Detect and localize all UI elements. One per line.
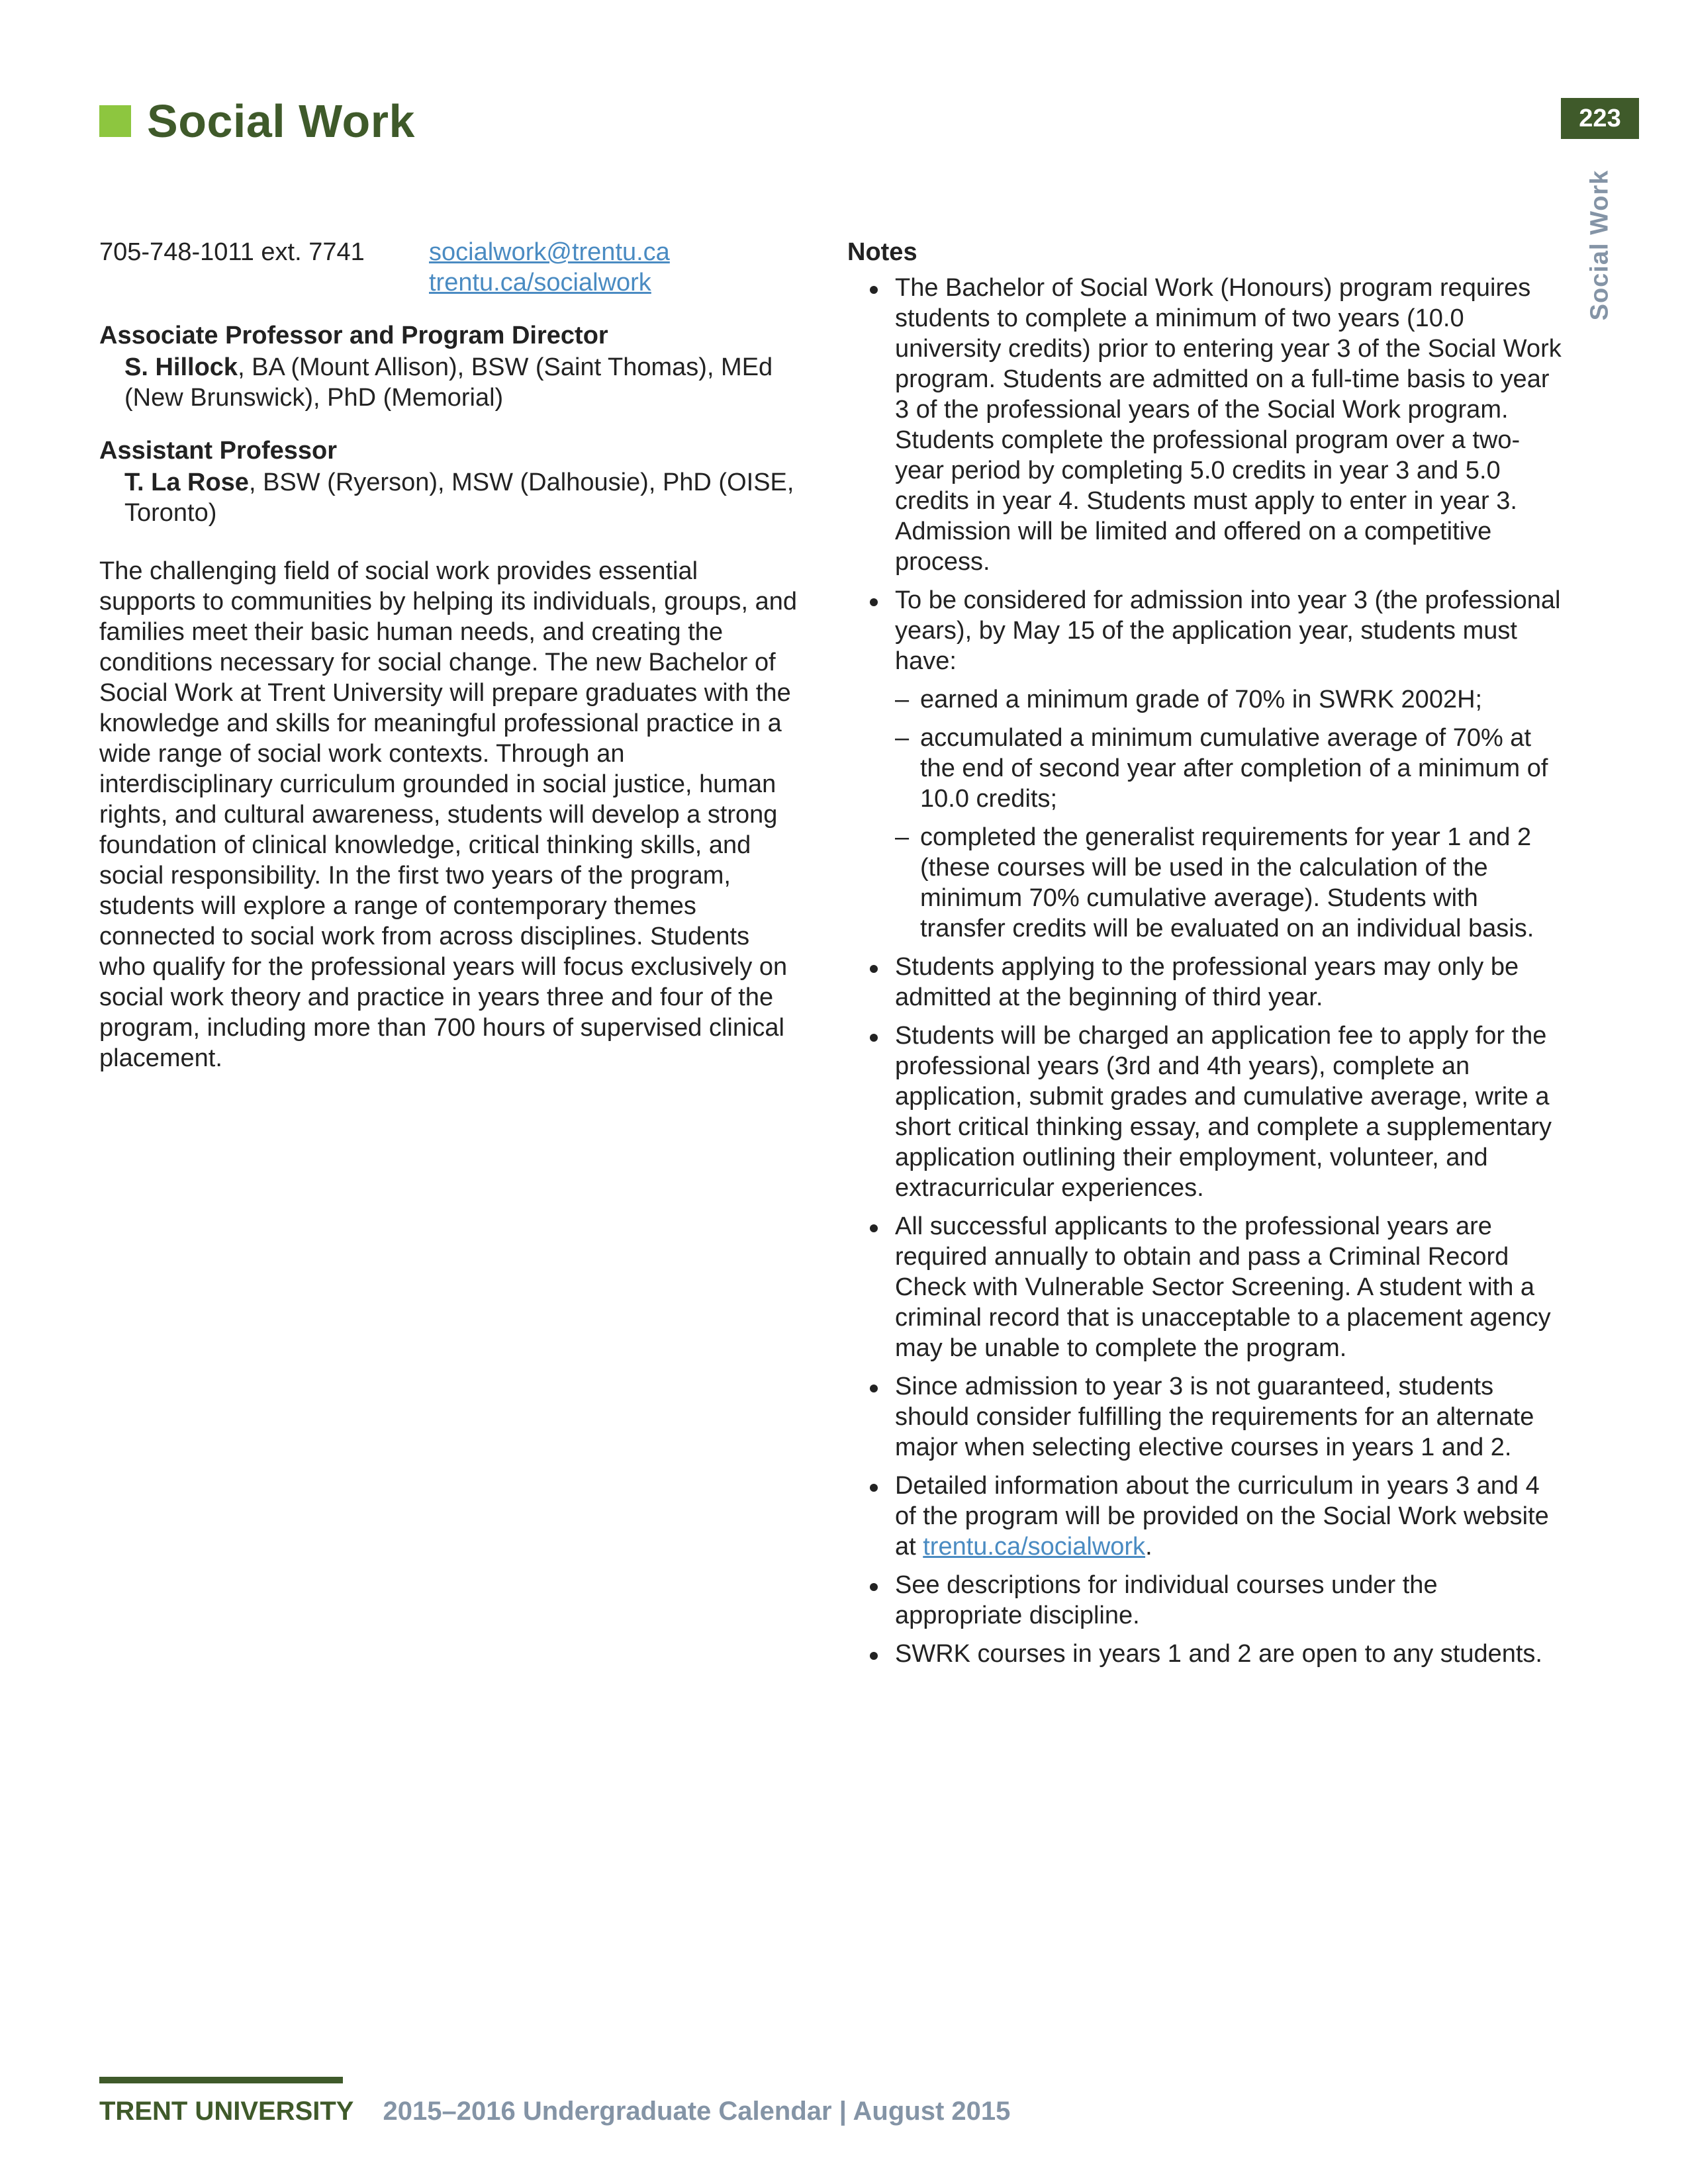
sub-note-item: – accumulated a minimum cumulative average of 70% at the end of second year after completion of a minimum of 10.0 credits; (895, 723, 1562, 814)
note-item-text: To be considered for admission into year 3 (the professional years), by May 15 of the application year, students must have: (895, 586, 1561, 675)
sub-note-item: – earned a minimum grade of 70% in SWRK 2002H; (895, 684, 1562, 715)
right-column (847, 237, 1562, 1677)
side-section-tab (1577, 165, 1623, 324)
note-item: SWRK courses in years 1 and 2 are open to any students. (847, 1639, 1562, 1669)
page-header (99, 91, 415, 151)
notes-heading: Notes (847, 238, 917, 266)
note-item-website (847, 1471, 1562, 1562)
side-tab-label: Social Work (1585, 169, 1614, 320)
note-item-text: Detailed information about the curriculum in years 3 and 4 of the program will be provided on the Social Work website at (895, 1472, 1549, 1561)
contact-block (99, 237, 801, 298)
footer-calendar: 2015–2016 Undergraduate Calendar | August 2015 (383, 2097, 1011, 2126)
contact-links (429, 237, 670, 298)
page-number-badge: 223 (1561, 98, 1639, 139)
page-footer (99, 2097, 1010, 2126)
page-title: Social Work (147, 95, 415, 147)
note-item: Students will be charged an application fee to apply for the professional years (3rd and 4th years), complete an application, submit grades and cumulative average, write a short critical thinking essay, and complete a supplementary application outlining their employment, volunteer, and extracurricular experiences. (847, 1021, 1562, 1203)
note-item: All successful applicants to the professional years are required annually to obtain and pass a Criminal Record Check with Vulnerable Sector Screening. A student with a criminal record that is unacceptable to a placement agency may be unable to complete the program. (847, 1211, 1562, 1363)
assistant-heading: Assistant Professor (99, 437, 338, 465)
footer-rule (99, 2077, 343, 2083)
notes-website-link[interactable]: trentu.ca/socialwork (923, 1533, 1146, 1561)
note-item-suffix: . (1145, 1533, 1152, 1561)
assistant-entry (124, 467, 801, 528)
email-link[interactable]: socialwork@trentu.ca (429, 238, 670, 266)
left-column (99, 237, 801, 1099)
assistant-credentials: , BSW (Ryerson), MSW (Dalhousie), PhD (OISE, Toronto) (124, 469, 794, 527)
director-credentials: , BA (Mount Allison), BSW (Saint Thomas), MEd (New Brunswick), PhD (Memorial) (124, 353, 773, 412)
footer-university: TRENT UNIVERSITY (99, 2097, 354, 2126)
sub-note-item: – completed the generalist requirements for year 1 and 2 (these courses will be used in the calculation of the minimum 70% cumulative average). Students with transfer credits will be evaluated on an individual basis. (895, 822, 1562, 944)
note-item: See descriptions for individual courses under the appropriate discipline. (847, 1570, 1562, 1631)
director-name: S. Hillock (124, 353, 238, 381)
note-item-admission (847, 585, 1562, 944)
website-link[interactable]: trentu.ca/socialwork (429, 269, 651, 296)
note-item: Students applying to the professional years may only be admitted at the beginning of third year. (847, 952, 1562, 1013)
section-square-icon (99, 105, 131, 137)
assistant-name: T. La Rose (124, 469, 249, 496)
notes-list (847, 273, 1562, 1669)
program-intro: The challenging field of social work provides essential supports to communities by helping its individuals, groups, and families meet their basic human needs, and creating the conditions necessary for social change. The new Bachelor of Social Work at Trent University will prepare graduates with the knowledge and skills for meaningful professional practice in a wide range of social work contexts. Through an interdisciplinary curriculum grounded in social justice, human rights, and cultural awareness, students will develop a strong foundation of clinical knowledge, critical thinking skills, and social responsibility. In the first two years of the program, students will explore a range of contemporary themes connected to social work from across disciplines. Students who qualify for the professional years will focus exclusively on social work theory and practice in years three and four of the program, including more than 700 hours of supervised clinical placement. (99, 557, 798, 1072)
note-item: The Bachelor of Social Work (Honours) program requires students to complete a minimum of two years (10.0 university credits) prior to entering year 3 of the Social Work program. Students are admitted on a full-time basis to year 3 of the professional years of the Social Work program. Students complete the professional program over a two-year period by completing 5.0 credits in year 3 and 5.0 credits in year 4. Students must apply to enter in year 3. Admission will be limited and offered on a competitive process. (847, 273, 1562, 577)
admission-requirements-list (895, 684, 1562, 944)
director-entry (124, 352, 801, 413)
note-item: Since admission to year 3 is not guaranteed, students should consider fulfilling the requirements for an alternate major when selecting elective courses in years 1 and 2. (847, 1371, 1562, 1463)
director-heading: Associate Professor and Program Director (99, 322, 608, 349)
contact-phone: 705-748-1011 ext. 7741 (99, 238, 365, 266)
